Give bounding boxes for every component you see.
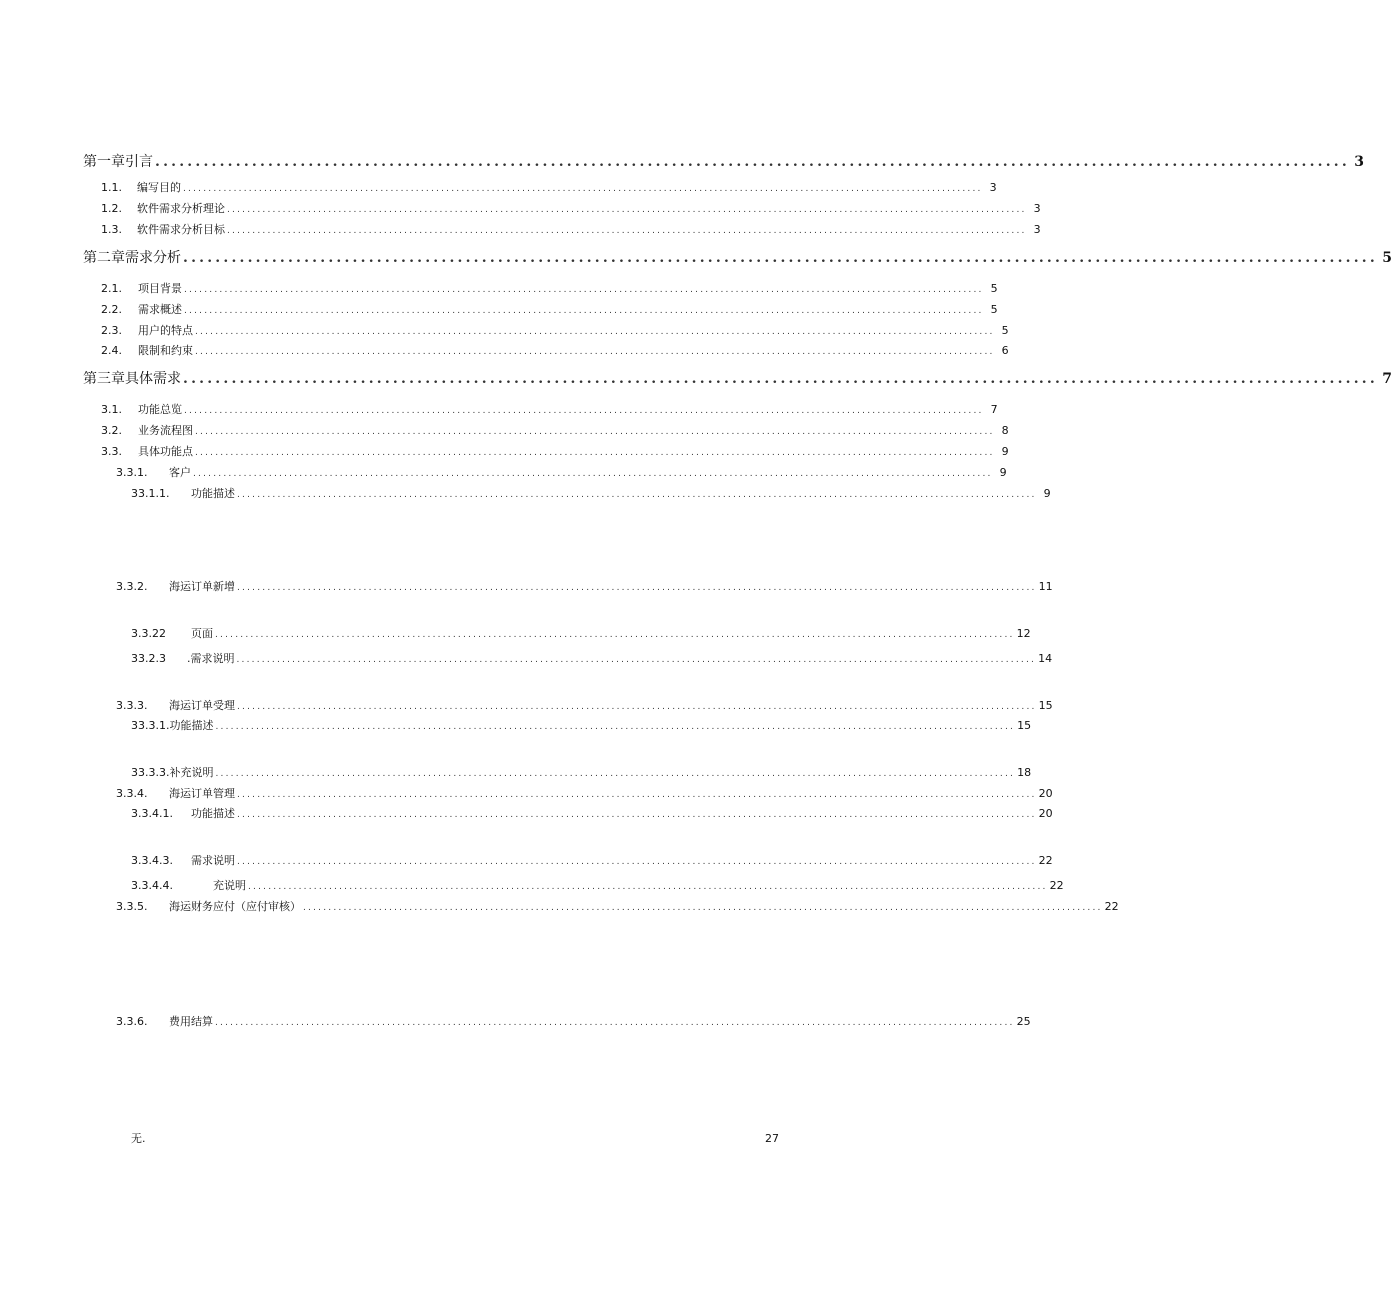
- toc-leader: ..............................................................................................................................................................: [195, 327, 995, 337]
- toc-title: 海运订单新增: [169, 580, 235, 593]
- toc-number: 2.4.: [101, 344, 122, 357]
- toc-leader: ..............................................................................................................................................................: [303, 903, 1103, 913]
- toc-title: 具体功能点: [138, 445, 193, 458]
- toc-leader: ..............................................................................................................................................................: [184, 306, 984, 316]
- toc-section-3-3-4-4[interactable]: [131, 877, 1064, 893]
- toc-entry-last[interactable]: [131, 1130, 779, 1146]
- toc-page-number: 9: [1043, 487, 1051, 500]
- toc-section-2-1[interactable]: [101, 280, 998, 296]
- toc-number: 3.3.3.: [116, 699, 148, 712]
- toc-number: 33.1.1.: [131, 487, 170, 500]
- toc-number: 3.3.4.: [116, 787, 148, 800]
- toc-leader: ....................................................................................................................................................: [183, 371, 1378, 387]
- toc-number: 3.3.5.: [116, 900, 148, 913]
- toc-number: 1.1.: [101, 181, 122, 194]
- toc-section-3-3-4-3[interactable]: [131, 852, 1053, 868]
- toc-section-33-3-3[interactable]: [131, 764, 1032, 780]
- toc-number: 33.2.3: [131, 652, 166, 665]
- toc-title: 业务流程图: [138, 424, 193, 437]
- toc-leader: ..............................................................................................................................................................: [184, 406, 984, 416]
- toc-section-33-1-1[interactable]: [131, 485, 1051, 501]
- toc-number: 3.3.4.4.: [131, 879, 173, 892]
- toc-section-2-3[interactable]: [101, 322, 1009, 338]
- toc-title: 功能描述: [191, 487, 235, 500]
- toc-page-number: 15: [1038, 699, 1053, 712]
- toc-title: 33.3.3.补充说明: [131, 766, 214, 779]
- toc-section-3-3-6[interactable]: [116, 1013, 1031, 1029]
- toc-page-number: 7: [1382, 371, 1392, 387]
- toc-title: 海运订单管理: [169, 787, 235, 800]
- toc-page-number: 11: [1038, 580, 1053, 593]
- toc-title: 海运订单受理: [169, 699, 235, 712]
- toc-number: 3.3.4.1.: [131, 807, 173, 820]
- toc-section-3-3-4[interactable]: [116, 785, 1053, 801]
- toc-title: .需求说明: [187, 652, 235, 665]
- toc-title: 费用结算: [169, 1015, 213, 1028]
- toc-section-1-2[interactable]: [101, 200, 1041, 216]
- toc-title: 33.3.1.功能描述: [131, 719, 214, 732]
- toc-number: 3.1.: [101, 403, 122, 416]
- toc-number: 3.3.22: [131, 627, 166, 640]
- toc-page-number: 22: [1038, 854, 1053, 867]
- toc-number: 2.3.: [101, 324, 122, 337]
- toc-page-number: 3: [1033, 223, 1041, 236]
- toc-page-number: 5: [1382, 250, 1392, 266]
- toc-chapter-3[interactable]: [83, 368, 1392, 388]
- toc-page-number: 3: [989, 181, 997, 194]
- toc-leader: ..............................................................................................................................................................: [236, 655, 1037, 665]
- toc-page-number: 25: [1016, 1015, 1031, 1028]
- toc-leader: ..............................................................................................................................................................: [248, 882, 1048, 892]
- toc-leader: ..............................................................................................................................................................: [215, 1018, 1015, 1028]
- toc-title: 第三章具体需求: [83, 371, 181, 387]
- toc-chapter-1[interactable]: [83, 151, 1364, 171]
- toc-leader: ..............................................................................................................................................................: [193, 469, 993, 479]
- toc-title: 编写目的: [137, 181, 181, 194]
- toc-page-number: 22: [1049, 879, 1064, 892]
- toc-number: 2.1.: [101, 282, 122, 295]
- toc-leader: ..............................................................................................................................................................: [237, 583, 1037, 593]
- toc-number: 3.3.1.: [116, 466, 148, 479]
- toc-title: 客户: [169, 466, 191, 479]
- toc-title: 项目背景: [138, 282, 182, 295]
- toc-page-number: 9: [1001, 445, 1009, 458]
- toc-page-number: 20: [1038, 807, 1053, 820]
- toc-number: 3.2.: [101, 424, 122, 437]
- toc-title: 充说明: [213, 879, 246, 892]
- toc-section-1-3[interactable]: [101, 221, 1041, 237]
- toc-title: 软件需求分析理论: [137, 202, 225, 215]
- toc-page-number: 14: [1038, 652, 1053, 665]
- toc-title: 需求概述: [138, 303, 182, 316]
- toc-number: 1.3.: [101, 223, 122, 236]
- toc-page-number: 18: [1017, 766, 1032, 779]
- toc-title: 功能总览: [138, 403, 182, 416]
- toc-leader: ..............................................................................................................................................................: [237, 810, 1037, 820]
- toc-title: 第一章引言: [83, 154, 153, 170]
- toc-leader: ..............................................................................................................................................................: [183, 184, 983, 194]
- toc-page-number: 20: [1038, 787, 1053, 800]
- toc-page-number: 5: [990, 303, 998, 316]
- toc-number: 3.3.6.: [116, 1015, 148, 1028]
- toc-page-number: 3: [1033, 202, 1041, 215]
- toc-leader: ..............................................................................................................................................................: [237, 490, 1037, 500]
- toc-number: 1.2.: [101, 202, 122, 215]
- toc-leader: ..............................................................................................................................................................: [237, 702, 1037, 712]
- toc-title: 页面: [191, 627, 213, 640]
- toc-leader: ..............................................................................................................................................................: [215, 769, 1016, 779]
- toc-page-number: 5: [990, 282, 998, 295]
- toc-chapter-2[interactable]: [83, 247, 1392, 267]
- toc-page-number: 8: [1001, 424, 1009, 437]
- toc-section-3-3-5[interactable]: [116, 898, 1119, 914]
- toc-page-number: 22: [1104, 900, 1119, 913]
- toc-page-number: 5: [1001, 324, 1009, 337]
- toc-page-number: 6: [1001, 344, 1009, 357]
- toc-leader: ..............................................................................................................................................................: [237, 857, 1037, 867]
- toc-leader: ....................................................................................................................................................: [183, 250, 1378, 266]
- toc-leader: ..............................................................................................................................................................: [195, 427, 995, 437]
- toc-title: 限制和约束: [138, 344, 193, 357]
- toc-section-3-2[interactable]: [101, 422, 1009, 438]
- toc-title: 海运财务应付（应付审核）: [169, 900, 301, 913]
- toc-leader: ..............................................................................................................................................................: [227, 226, 1027, 236]
- toc-title: 需求说明: [191, 854, 235, 867]
- toc-section-3-3-4-1[interactable]: [131, 805, 1053, 821]
- toc-section-3-3[interactable]: [101, 443, 1009, 459]
- toc-leader: ..............................................................................................................................................................: [237, 790, 1037, 800]
- toc-page-number: 7: [990, 403, 998, 416]
- toc-number: 3.3.4.3.: [131, 854, 173, 867]
- toc-leader: ..............................................................................................................................................................: [184, 285, 984, 295]
- toc-page-number: 3: [1354, 154, 1364, 170]
- toc-section-3-3-1[interactable]: [116, 464, 1007, 480]
- toc-leader: ..............................................................................................................................................................: [215, 630, 1015, 640]
- toc-section-3-3-22[interactable]: [131, 625, 1031, 641]
- toc-number: 3.3.: [101, 445, 122, 458]
- toc-leader: ....................................................................................................................................................: [155, 154, 1350, 170]
- toc-section-3-3-3[interactable]: [116, 697, 1053, 713]
- toc-page-number: 27: [765, 1132, 779, 1145]
- toc-title: 软件需求分析目标: [137, 223, 225, 236]
- toc-leader: ..............................................................................................................................................................: [195, 347, 995, 357]
- toc-page-number: 15: [1017, 719, 1032, 732]
- toc-section-3-3-2[interactable]: [116, 578, 1053, 594]
- toc-number: 2.2.: [101, 303, 122, 316]
- toc-section-33-2-3[interactable]: [131, 650, 1053, 666]
- toc-section-2-2[interactable]: [101, 301, 998, 317]
- toc-section-1-1[interactable]: [101, 179, 997, 195]
- toc-page-number: 12: [1016, 627, 1031, 640]
- toc-section-2-4[interactable]: [101, 342, 1009, 358]
- toc-section-33-3-1[interactable]: [131, 717, 1032, 733]
- toc-leader: ..............................................................................................................................................................: [195, 448, 995, 458]
- toc-number: 3.3.2.: [116, 580, 148, 593]
- toc-title: 第二章需求分析: [83, 250, 181, 266]
- toc-leader: ..............................................................................................................................................................: [215, 722, 1016, 732]
- toc-section-3-1[interactable]: [101, 401, 998, 417]
- toc-title: 无.: [131, 1132, 146, 1145]
- toc-page-number: 9: [999, 466, 1007, 479]
- toc-leader: ..............................................................................................................................................................: [227, 205, 1027, 215]
- toc-title: 功能描述: [191, 807, 235, 820]
- toc-title: 用户的特点: [138, 324, 193, 337]
